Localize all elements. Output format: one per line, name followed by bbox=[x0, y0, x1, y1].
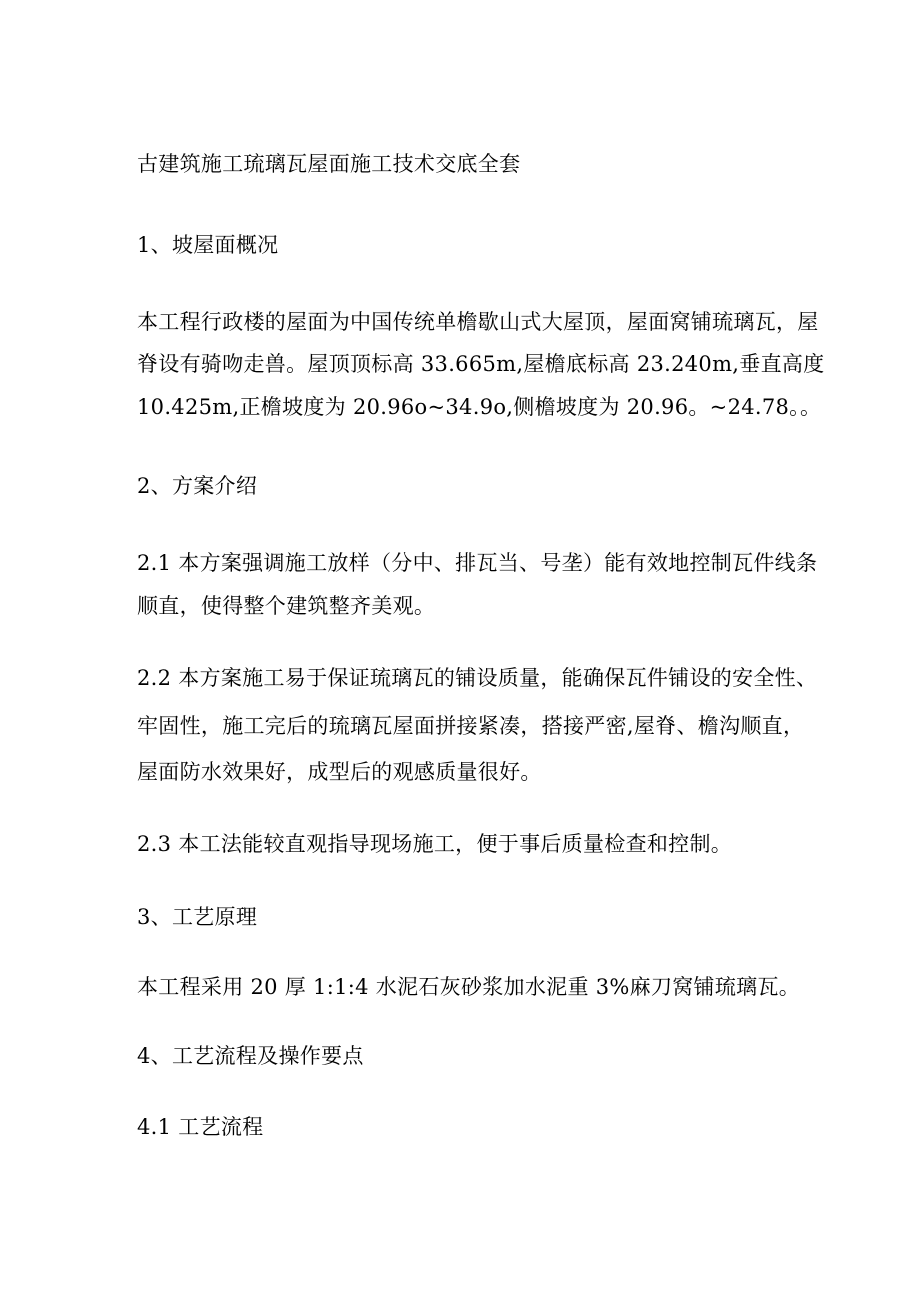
section-4-heading: 4、工艺流程及操作要点 bbox=[137, 1044, 364, 1068]
section-2-1-line-1: 2.1 本方案强调施工放样（分中、排瓦当、号垄）能有效地控制瓦件线条 bbox=[137, 551, 818, 575]
section-1-paragraph-line-3: 10.425m,正檐坡度为 20.96o~34.9o,侧檐坡度为 20.96。~24.78。。 bbox=[137, 395, 822, 419]
section-2-2-line-1: 2.2 本方案施工易于保证琉璃瓦的铺设质量，能确保瓦件铺设的安全性、 bbox=[137, 666, 818, 690]
document-title: 古建筑施工琉璃瓦屋面施工技术交底全套 bbox=[137, 152, 521, 176]
section-2-2-line-2: 牢固性，施工完后的琉璃瓦屋面拼接紧凑，搭接严密,屋脊、檐沟顺直， bbox=[137, 714, 805, 738]
section-4-1-subheading: 4.1 工艺流程 bbox=[137, 1115, 264, 1139]
section-1-heading: 1、坡屋面概况 bbox=[137, 233, 279, 257]
section-1-paragraph-line-1: 本工程行政楼的屋面为中国传统单檐歇山式大屋顶，屋面窝铺琉璃瓦，屋 bbox=[137, 310, 819, 334]
section-2-2-line-3: 屋面防水效果好，成型后的观感质量很好。 bbox=[137, 760, 542, 784]
section-1-paragraph-line-2: 脊设有骑吻走兽。屋顶顶标高 33.665m,屋檐底标高 23.240m,垂直高度 bbox=[137, 352, 825, 376]
section-3-paragraph: 本工程采用 20 厚 1:1:4 水泥石灰砂浆加水泥重 3%麻刀窝铺琉璃瓦。 bbox=[137, 975, 801, 999]
section-2-1-line-2: 顺直，使得整个建筑整齐美观。 bbox=[137, 594, 436, 618]
section-2-3-paragraph: 2.3 本工法能较直观指导现场施工，便于事后质量检查和控制。 bbox=[137, 832, 733, 856]
section-2-heading: 2、方案介绍 bbox=[137, 474, 258, 498]
section-3-heading: 3、工艺原理 bbox=[137, 905, 258, 929]
